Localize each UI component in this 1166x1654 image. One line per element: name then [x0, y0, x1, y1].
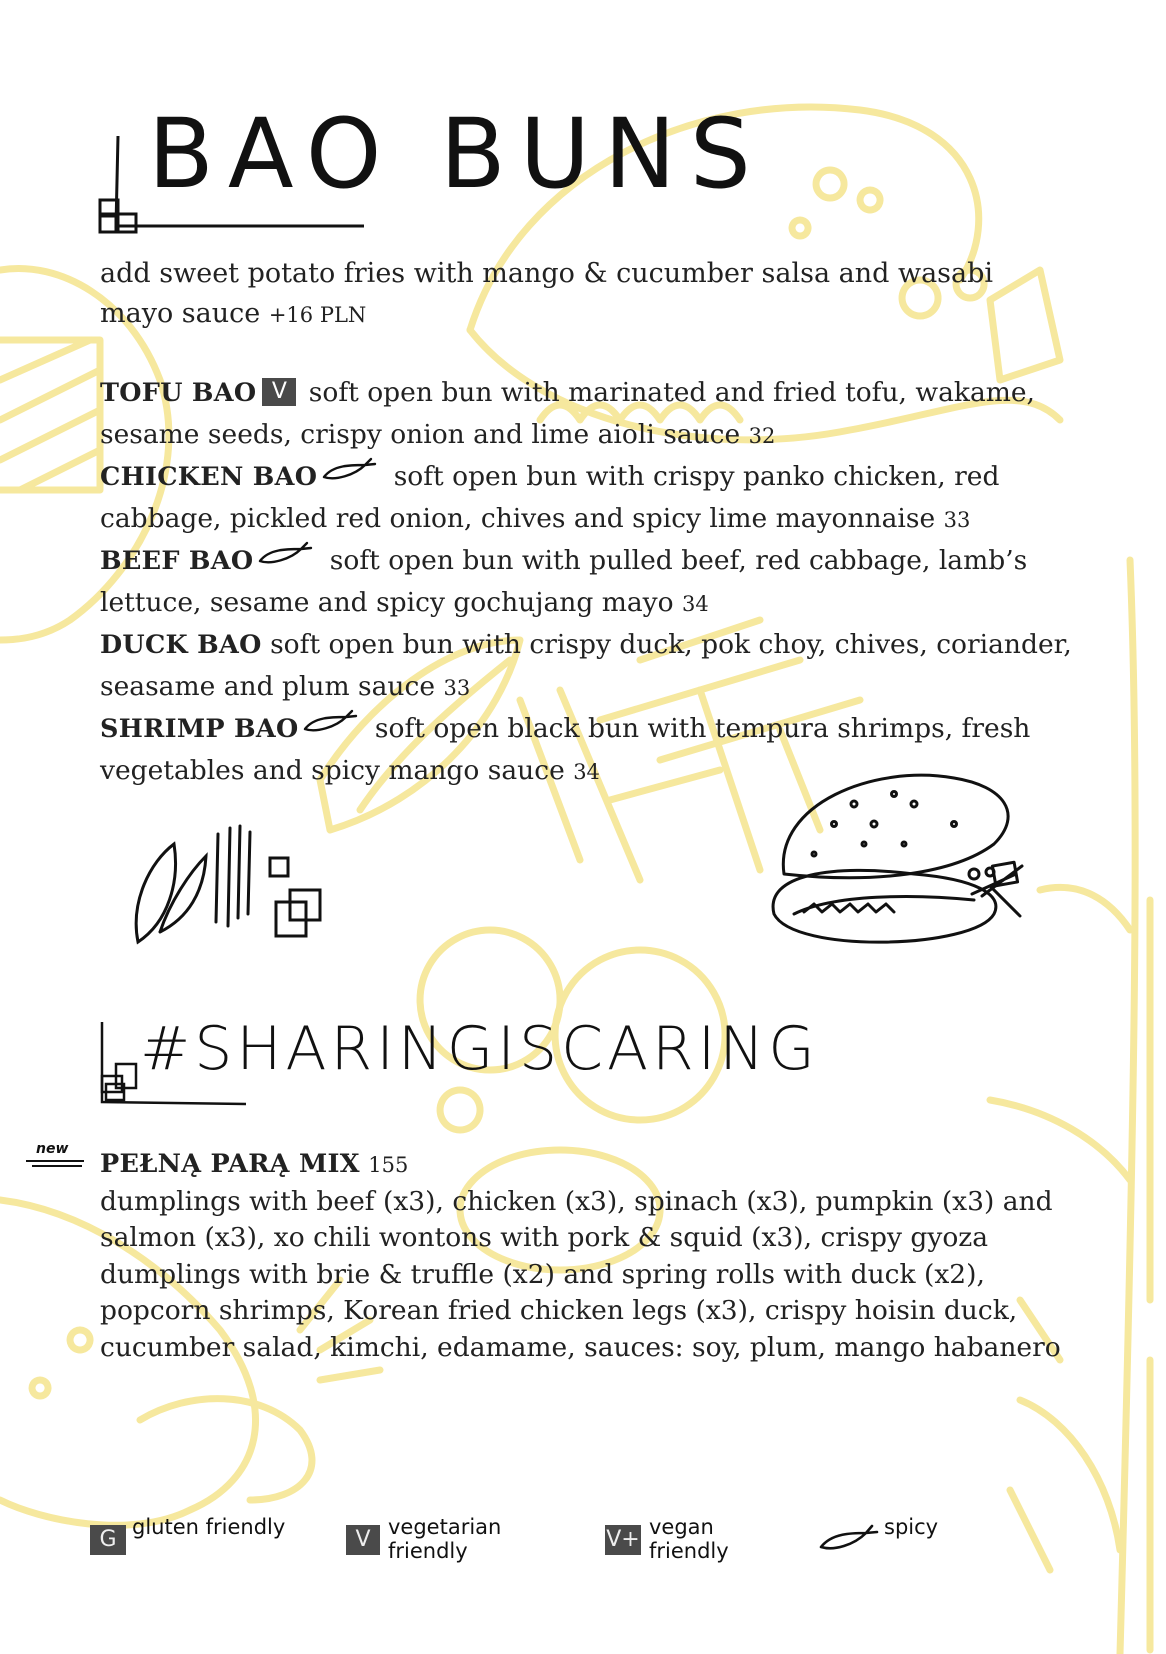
chili-icon [257, 541, 315, 567]
menu-item-price: 32 [748, 424, 776, 448]
sharing-item-price: 155 [368, 1153, 409, 1177]
sharing-item-desc: dumplings with beef (x3), chicken (x3), spinach (x3), pumpkin (x3) and salmon (x3), xo chili wontons with pork & squid (x3), crispy gyoza dumplings with brie & truffle (x2) and spring rolls with duck (x2), popcorn shrimps, Korean fried chicken legs (x3), crispy hoisin duck, cucumber salad, kimchi, edamame, sauces: soy, plum, mango habanero [100, 1185, 1061, 1363]
vegetarian-badge-icon: V [262, 378, 296, 406]
menu-item-desc: soft open bun with crispy panko chicken, red cabbage, pickled red onion, chives and spicy lime mayonnaise [100, 461, 1000, 534]
bao-intro-price: +16 PLN [268, 303, 367, 327]
menu-item-price: 34 [573, 760, 600, 784]
legend-vegan-line1: vegan [649, 1515, 714, 1539]
bao-intro-text: add sweet potato fries with mango & cucumber salsa and wasabi mayo sauce [100, 258, 994, 329]
menu-item-price: 34 [682, 592, 709, 616]
menu-item-desc: soft open bun with marinated and fried tofu, wakame, sesame seeds, crispy onion and lime aioli sauce [100, 377, 1035, 450]
bao-menu-list [100, 372, 1080, 793]
legend-vegetarian-line2: friendly [388, 1539, 468, 1563]
chili-icon [818, 1523, 880, 1553]
vegetarian-badge-icon: V [346, 1525, 380, 1555]
menu-item-desc: soft open bun with pulled beef, red cabbage, lamb’s lettuce, sesame and spicy gochujang mayo [100, 545, 1028, 618]
menu-item [100, 540, 1080, 625]
menu-item-price: 33 [943, 508, 971, 532]
bao-intro [100, 254, 1000, 335]
menu-item [100, 456, 1080, 541]
new-label: new [36, 1141, 69, 1157]
menu-item-name: CHICKEN BAO [100, 462, 318, 492]
menu-item-desc: soft open bun with crispy duck, pok choy, chives, coriander, seasame and plum sauce [100, 629, 1072, 702]
sharing-title: #SHARINGISCARING [140, 1014, 819, 1084]
sharing-item-name: PEŁNĄ PARĄ MIX [100, 1149, 360, 1179]
bao-bun-drawing-icon [754, 764, 1044, 964]
menu-item-name: SHRIMP BAO [100, 714, 299, 744]
menu-item [100, 624, 1080, 709]
menu-item [100, 372, 1080, 457]
legend-spicy-text: spicy [884, 1515, 939, 1539]
menu-item-name: DUCK BAO [100, 630, 262, 660]
menu-item-name: TOFU BAO [100, 378, 257, 408]
legend-vegetarian-line1: vegetarian [388, 1515, 502, 1539]
chili-icon [302, 709, 360, 735]
menu-item-desc: soft open black bun with tempura shrimps, fresh vegetables and spicy mango sauce [100, 713, 1031, 786]
sharing-item [100, 1146, 1090, 1366]
legend-gluten-text: gluten friendly [132, 1515, 286, 1539]
menu-item-price: 33 [443, 676, 471, 700]
bao-buns-title: BAO BUNS [148, 98, 765, 210]
chili-icon [321, 457, 379, 483]
gluten-badge-icon: G [90, 1525, 126, 1555]
leaf-squares-doodle-icon [130, 822, 340, 952]
legend-vegan-line2: friendly [649, 1539, 729, 1563]
new-underline-icon [24, 1141, 88, 1171]
menu-item-name: BEEF BAO [100, 546, 254, 576]
vegan-badge-icon: V+ [605, 1525, 641, 1555]
